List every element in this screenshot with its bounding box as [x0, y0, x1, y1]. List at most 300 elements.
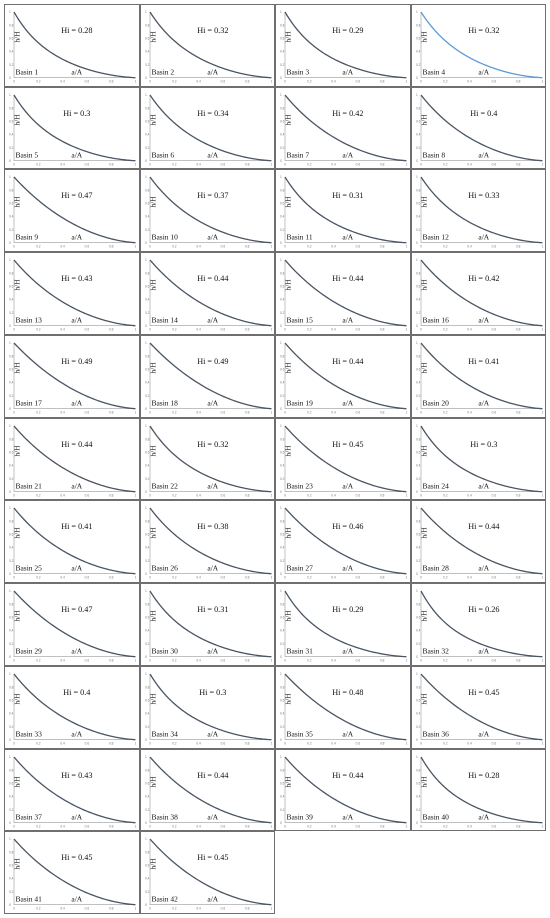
y-tick-label: 0 [280, 654, 282, 659]
basin-panel [4, 4, 140, 87]
y-tick-label: 0.4 [415, 463, 420, 468]
x-axis-label: a/A [342, 150, 354, 160]
y-tick-label: 0.2 [9, 890, 14, 895]
x-tick-label: 0 [148, 327, 151, 332]
basin-chart [276, 419, 411, 501]
x-tick-label: 0.2 [36, 576, 41, 581]
x-tick-label: 0.2 [442, 410, 448, 415]
y-axis-label: h/H [283, 775, 293, 788]
basin-chart [141, 336, 276, 418]
basin-label: Basin 30 [151, 646, 178, 656]
y-tick-label: 0.4 [144, 545, 149, 550]
y-axis-label: h/H [148, 279, 158, 291]
basin-panel [4, 335, 140, 418]
y-tick-label: 0.2 [415, 807, 420, 812]
hi-value-label: Hi = 0.45 [61, 853, 93, 863]
x-axis-label: a/A [477, 150, 489, 160]
x-axis-label: a/A [71, 398, 83, 408]
x-tick-label: 0 [148, 824, 151, 829]
basin-label: Basin 41 [15, 894, 42, 904]
x-axis-label: a/A [342, 398, 354, 408]
y-tick-label: 0 [9, 572, 11, 577]
basin-label: Basin 12 [422, 233, 449, 243]
x-tick-label: 0.4 [466, 824, 472, 829]
y-tick-label: 0 [144, 324, 147, 329]
basin-label: Basin 19 [286, 398, 313, 408]
y-tick-label: 0 [415, 158, 418, 163]
x-tick-label: 1 [270, 824, 272, 829]
x-tick-label: 0.2 [442, 245, 448, 250]
basin-panel [275, 749, 411, 832]
basin-chart [141, 170, 276, 252]
y-tick-label: 0 [9, 654, 11, 659]
y-tick-label: 0.6 [9, 781, 14, 786]
y-tick-label: 0.8 [144, 850, 149, 855]
x-tick-label: 0.4 [60, 741, 65, 746]
x-tick-label: 0.8 [244, 162, 249, 167]
basin-panel [4, 252, 140, 335]
x-tick-label: 1 [134, 824, 137, 829]
x-tick-label: 0.2 [442, 79, 448, 84]
basin-panel [275, 169, 411, 252]
x-axis-label: a/A [206, 646, 218, 656]
x-tick-label: 1 [134, 741, 137, 746]
basin-chart [141, 750, 276, 832]
basin-panel [140, 169, 276, 252]
x-axis-label: a/A [342, 315, 354, 325]
x-tick-label: 0.2 [307, 79, 312, 84]
hi-value-label: Hi = 0.44 [61, 439, 93, 449]
hi-value-label: Hi = 0.3 [63, 108, 91, 118]
x-tick-label: 0.8 [515, 79, 520, 84]
basin-panel [411, 666, 547, 749]
y-tick-label: 0.8 [415, 436, 420, 441]
basin-panel [411, 252, 547, 335]
y-tick-label: 1 [280, 341, 282, 346]
y-tick-label: 0 [415, 572, 418, 577]
x-tick-label: 0.8 [108, 824, 114, 829]
x-tick-label: 0.2 [442, 824, 448, 829]
x-tick-label: 0 [284, 410, 286, 415]
y-axis-label: h/H [12, 444, 22, 457]
y-tick-label: 0 [415, 75, 418, 80]
x-axis-label: a/A [342, 812, 354, 822]
hi-value-label: Hi = 0.28 [61, 26, 93, 36]
x-tick-label: 0.6 [220, 245, 225, 250]
x-axis-label: a/A [477, 729, 489, 739]
x-tick-label: 0.6 [84, 79, 90, 84]
hi-value-label: Hi = 0.49 [61, 356, 93, 366]
x-tick-label: 0 [13, 658, 15, 663]
y-tick-label: 0.4 [280, 545, 285, 550]
x-tick-label: 0.4 [195, 741, 201, 746]
hi-value-label: Hi = 0.44 [196, 770, 228, 780]
x-tick-label: 0 [13, 576, 15, 581]
x-tick-label: 1 [270, 79, 272, 84]
y-tick-label: 0.6 [415, 450, 420, 455]
basin-chart [141, 584, 276, 666]
basin-label: Basin 17 [15, 398, 42, 408]
x-tick-label: 0.8 [244, 576, 249, 581]
x-tick-label: 0.8 [108, 658, 114, 663]
y-axis-label: h/H [12, 610, 22, 622]
x-axis-label: a/A [71, 729, 83, 739]
x-tick-label: 0.4 [331, 245, 336, 250]
x-tick-label: 0.2 [36, 824, 41, 829]
y-tick-label: 0.4 [280, 380, 285, 385]
x-tick-label: 0.6 [220, 327, 225, 332]
hi-value-label: Hi = 0.46 [332, 522, 364, 532]
y-tick-label: 0 [144, 158, 147, 163]
y-tick-label: 1 [9, 10, 11, 15]
hi-value-label: Hi = 0.31 [196, 605, 228, 615]
x-tick-label: 1 [270, 162, 272, 167]
y-tick-label: 0.4 [280, 628, 285, 633]
x-tick-label: 0.8 [515, 576, 520, 581]
basin-label: Basin 32 [422, 646, 449, 656]
x-tick-label: 0.2 [36, 906, 41, 911]
y-tick-label: 0.6 [9, 450, 14, 455]
y-tick-label: 1 [415, 589, 418, 594]
x-tick-label: 0.6 [355, 410, 361, 415]
basin-chart [276, 336, 411, 418]
x-tick-label: 1 [270, 493, 272, 498]
y-tick-label: 0.8 [415, 602, 420, 607]
basin-label: Basin 1 [15, 67, 39, 77]
x-tick-label: 0.4 [195, 493, 201, 498]
y-tick-label: 0.4 [280, 711, 285, 716]
x-tick-label: 0.6 [491, 162, 496, 167]
y-axis-label: h/H [12, 693, 22, 705]
x-tick-label: 0.6 [84, 576, 90, 581]
basin-label: Basin 42 [151, 894, 178, 904]
y-axis-label: h/H [283, 279, 293, 291]
y-tick-label: 1 [415, 754, 418, 759]
hi-value-label: Hi = 0.45 [467, 687, 499, 697]
y-axis-label: h/H [419, 444, 429, 457]
basin-label: Basin 31 [286, 646, 313, 656]
basin-chart [412, 667, 547, 749]
y-tick-label: 0.6 [415, 532, 420, 537]
y-tick-label: 0.2 [280, 476, 285, 481]
y-tick-label: 0.6 [280, 367, 285, 372]
y-tick-label: 0.8 [280, 767, 285, 772]
x-tick-label: 0.2 [171, 576, 177, 581]
y-tick-label: 0.4 [9, 876, 14, 881]
y-axis-label: h/H [419, 610, 429, 622]
basin-label: Basin 34 [151, 729, 178, 739]
y-tick-label: 1 [144, 589, 147, 594]
x-tick-label: 1 [134, 79, 137, 84]
x-axis-label: a/A [206, 398, 218, 408]
y-tick-label: 0.8 [415, 519, 420, 524]
x-tick-label: 0.4 [195, 79, 201, 84]
x-tick-label: 0 [148, 658, 151, 663]
x-tick-label: 0.2 [171, 824, 177, 829]
y-tick-label: 0.8 [280, 188, 285, 193]
y-tick-label: 0.2 [144, 310, 149, 315]
x-axis-label: a/A [477, 564, 489, 574]
x-tick-label: 0.4 [195, 824, 201, 829]
y-tick-label: 0.2 [144, 724, 149, 729]
x-tick-label: 0.6 [84, 162, 90, 167]
y-tick-label: 0.6 [9, 698, 14, 703]
y-axis-label: h/H [12, 114, 22, 126]
y-axis-label: h/H [148, 610, 158, 622]
y-tick-label: 0 [9, 324, 11, 329]
basin-panel [275, 583, 411, 666]
x-tick-label: 0 [13, 906, 15, 911]
x-tick-label: 0.4 [466, 741, 472, 746]
basin-chart [276, 501, 411, 583]
y-tick-label: 0.8 [9, 23, 14, 28]
y-tick-label: 0.6 [9, 119, 14, 124]
x-tick-label: 1 [541, 79, 543, 84]
hi-value-label: Hi = 0.31 [332, 191, 364, 201]
basin-label: Basin 2 [151, 67, 174, 77]
y-axis-label: h/H [12, 527, 22, 539]
basin-panel [140, 666, 276, 749]
hi-value-label: Hi = 0.4 [469, 108, 497, 118]
x-axis-label: a/A [342, 729, 354, 739]
x-axis-label: a/A [206, 812, 218, 822]
x-tick-label: 0.2 [307, 576, 312, 581]
y-tick-label: 1 [144, 837, 147, 842]
x-tick-label: 0.6 [355, 824, 361, 829]
x-tick-label: 0.8 [244, 493, 249, 498]
y-axis-label: h/H [283, 610, 293, 622]
basin-chart [412, 750, 547, 832]
x-tick-label: 0.6 [220, 658, 225, 663]
y-tick-label: 0 [415, 654, 418, 659]
y-tick-label: 0.2 [280, 145, 285, 150]
y-tick-label: 0.2 [144, 641, 149, 646]
basin-chart [412, 419, 547, 501]
y-tick-label: 0.8 [9, 106, 14, 111]
x-tick-label: 0 [419, 79, 422, 84]
x-axis-label: a/A [71, 150, 83, 160]
y-tick-label: 0.2 [144, 62, 149, 67]
x-tick-label: 0.2 [36, 79, 41, 84]
x-tick-label: 0.6 [491, 576, 496, 581]
basin-label: Basin 28 [422, 564, 449, 574]
hi-value-label: Hi = 0.44 [196, 274, 228, 284]
y-tick-label: 1 [415, 175, 418, 180]
y-tick-label: 0.8 [144, 602, 149, 607]
hi-value-label: Hi = 0.45 [332, 439, 364, 449]
basin-label: Basin 25 [15, 564, 42, 574]
y-tick-label: 0.6 [9, 367, 14, 372]
y-tick-label: 0 [144, 241, 147, 246]
basin-chart [5, 667, 140, 749]
x-tick-label: 0.8 [244, 327, 249, 332]
x-tick-label: 0.2 [171, 162, 177, 167]
basin-label: Basin 26 [151, 564, 178, 574]
x-axis-label: a/A [477, 481, 489, 491]
x-tick-label: 0 [148, 576, 151, 581]
y-tick-label: 0.6 [415, 119, 420, 124]
y-tick-label: 1 [144, 506, 147, 511]
y-tick-label: 1 [415, 672, 418, 677]
x-tick-label: 0 [419, 576, 422, 581]
y-tick-label: 0.6 [280, 36, 285, 41]
y-tick-label: 0.8 [9, 685, 14, 690]
x-tick-label: 0.8 [515, 824, 520, 829]
y-tick-label: 0.4 [144, 215, 149, 220]
y-tick-label: 0.4 [9, 215, 14, 220]
y-tick-label: 0.6 [144, 36, 149, 41]
y-tick-label: 0.8 [144, 106, 149, 111]
x-tick-label: 0.8 [244, 824, 249, 829]
y-tick-label: 0.8 [415, 685, 420, 690]
hi-value-label: Hi = 0.32 [467, 26, 499, 36]
y-tick-label: 0.6 [144, 119, 149, 124]
y-tick-label: 0.6 [144, 532, 149, 537]
x-tick-label: 1 [541, 576, 543, 581]
y-tick-label: 0.4 [9, 545, 14, 550]
y-tick-label: 1 [415, 506, 418, 511]
basin-label: Basin 6 [151, 150, 174, 160]
hi-value-label: Hi = 0.42 [467, 274, 499, 284]
basin-panel [4, 583, 140, 666]
basin-panel [275, 500, 411, 583]
y-tick-label: 0.4 [9, 380, 14, 385]
y-tick-label: 0.4 [144, 711, 149, 716]
y-tick-label: 0.6 [415, 781, 420, 786]
y-tick-label: 0.4 [415, 132, 420, 137]
x-tick-label: 0.6 [355, 741, 361, 746]
basin-panel [140, 252, 276, 335]
basin-chart [5, 419, 140, 501]
x-tick-label: 0.8 [379, 162, 385, 167]
basin-panel [4, 87, 140, 170]
y-tick-label: 0.2 [144, 228, 149, 233]
y-tick-label: 1 [415, 258, 418, 263]
y-axis-label: h/H [419, 279, 429, 291]
x-tick-label: 0.6 [220, 824, 225, 829]
x-tick-label: 0 [419, 162, 422, 167]
basin-label: Basin 35 [286, 729, 313, 739]
x-tick-label: 0.8 [379, 493, 385, 498]
x-tick-label: 1 [405, 162, 408, 167]
y-tick-label: 1 [280, 589, 282, 594]
y-tick-label: 1 [280, 506, 282, 511]
x-tick-label: 0.4 [60, 906, 65, 911]
x-tick-label: 0.4 [331, 493, 336, 498]
x-tick-label: 0.8 [379, 410, 385, 415]
x-tick-label: 0.4 [195, 162, 201, 167]
y-tick-label: 1 [144, 258, 147, 263]
y-tick-label: 0.6 [280, 201, 285, 206]
y-tick-label: 0.2 [144, 476, 149, 481]
y-tick-label: 0.2 [280, 393, 285, 398]
y-tick-label: 0.8 [9, 602, 14, 607]
x-tick-label: 0.4 [60, 79, 65, 84]
basin-panel [4, 831, 140, 914]
x-tick-label: 0.6 [84, 741, 90, 746]
x-tick-label: 0.6 [84, 906, 90, 911]
y-tick-label: 0.2 [9, 724, 14, 729]
y-tick-label: 0.2 [144, 393, 149, 398]
basin-panel [140, 500, 276, 583]
y-tick-label: 0.6 [280, 781, 285, 786]
x-tick-label: 0 [284, 79, 286, 84]
y-tick-label: 0.2 [144, 145, 149, 150]
x-tick-label: 0.2 [307, 741, 312, 746]
y-axis-label: h/H [283, 444, 293, 457]
x-tick-label: 0.4 [331, 327, 336, 332]
x-tick-label: 0.6 [491, 493, 496, 498]
y-tick-label: 0.8 [144, 271, 149, 276]
y-tick-label: 0 [280, 737, 282, 742]
x-tick-label: 1 [405, 824, 408, 829]
x-tick-label: 0 [148, 245, 151, 250]
x-tick-label: 0 [419, 741, 422, 746]
hi-value-label: Hi = 0.49 [196, 356, 228, 366]
basin-panel [4, 500, 140, 583]
hi-value-label: Hi = 0.38 [196, 522, 228, 532]
basin-chart [141, 832, 276, 914]
basin-chart [5, 336, 140, 418]
y-tick-label: 0.2 [9, 62, 14, 67]
y-axis-label: h/H [12, 196, 22, 209]
x-tick-label: 0.6 [220, 493, 225, 498]
hi-value-label: Hi = 0.47 [61, 191, 93, 201]
x-tick-label: 0.6 [220, 79, 225, 84]
x-tick-label: 1 [134, 245, 137, 250]
y-axis-label: h/H [419, 31, 429, 43]
y-tick-label: 0.6 [144, 450, 149, 455]
y-tick-label: 0.6 [9, 615, 14, 620]
y-tick-label: 0.4 [144, 380, 149, 385]
basin-label: Basin 5 [15, 150, 39, 160]
y-axis-label: h/H [283, 362, 293, 374]
y-axis-label: h/H [148, 444, 158, 457]
y-tick-label: 0.8 [144, 188, 149, 193]
hi-value-label: Hi = 0.41 [467, 356, 499, 366]
basin-label: Basin 23 [286, 481, 313, 491]
y-tick-label: 1 [144, 423, 147, 428]
y-tick-label: 0.4 [280, 794, 285, 799]
x-axis-label: a/A [342, 67, 354, 77]
y-axis-label: h/H [419, 775, 429, 788]
x-tick-label: 0.2 [307, 327, 312, 332]
y-tick-label: 0.6 [415, 698, 420, 703]
y-tick-label: 0.4 [415, 794, 420, 799]
x-axis-label: a/A [342, 233, 354, 243]
y-tick-label: 1 [415, 92, 418, 97]
x-axis-label: a/A [206, 150, 218, 160]
y-tick-label: 0.2 [144, 559, 149, 564]
y-tick-label: 1 [280, 175, 282, 180]
x-tick-label: 0.6 [84, 245, 90, 250]
y-axis-label: h/H [283, 196, 293, 209]
y-tick-label: 0.2 [415, 724, 420, 729]
x-tick-label: 1 [270, 327, 272, 332]
y-axis-label: h/H [283, 114, 293, 126]
y-tick-label: 0.8 [280, 436, 285, 441]
x-axis-label: a/A [477, 67, 489, 77]
x-tick-label: 0.6 [84, 658, 90, 663]
y-tick-label: 0.2 [9, 228, 14, 233]
x-tick-label: 0 [148, 741, 151, 746]
y-tick-label: 0.6 [144, 863, 149, 868]
y-tick-label: 0.4 [280, 215, 285, 220]
x-tick-label: 0.8 [108, 410, 114, 415]
basin-chart [5, 253, 140, 335]
y-tick-label: 0.6 [415, 201, 420, 206]
y-tick-label: 1 [280, 672, 282, 677]
